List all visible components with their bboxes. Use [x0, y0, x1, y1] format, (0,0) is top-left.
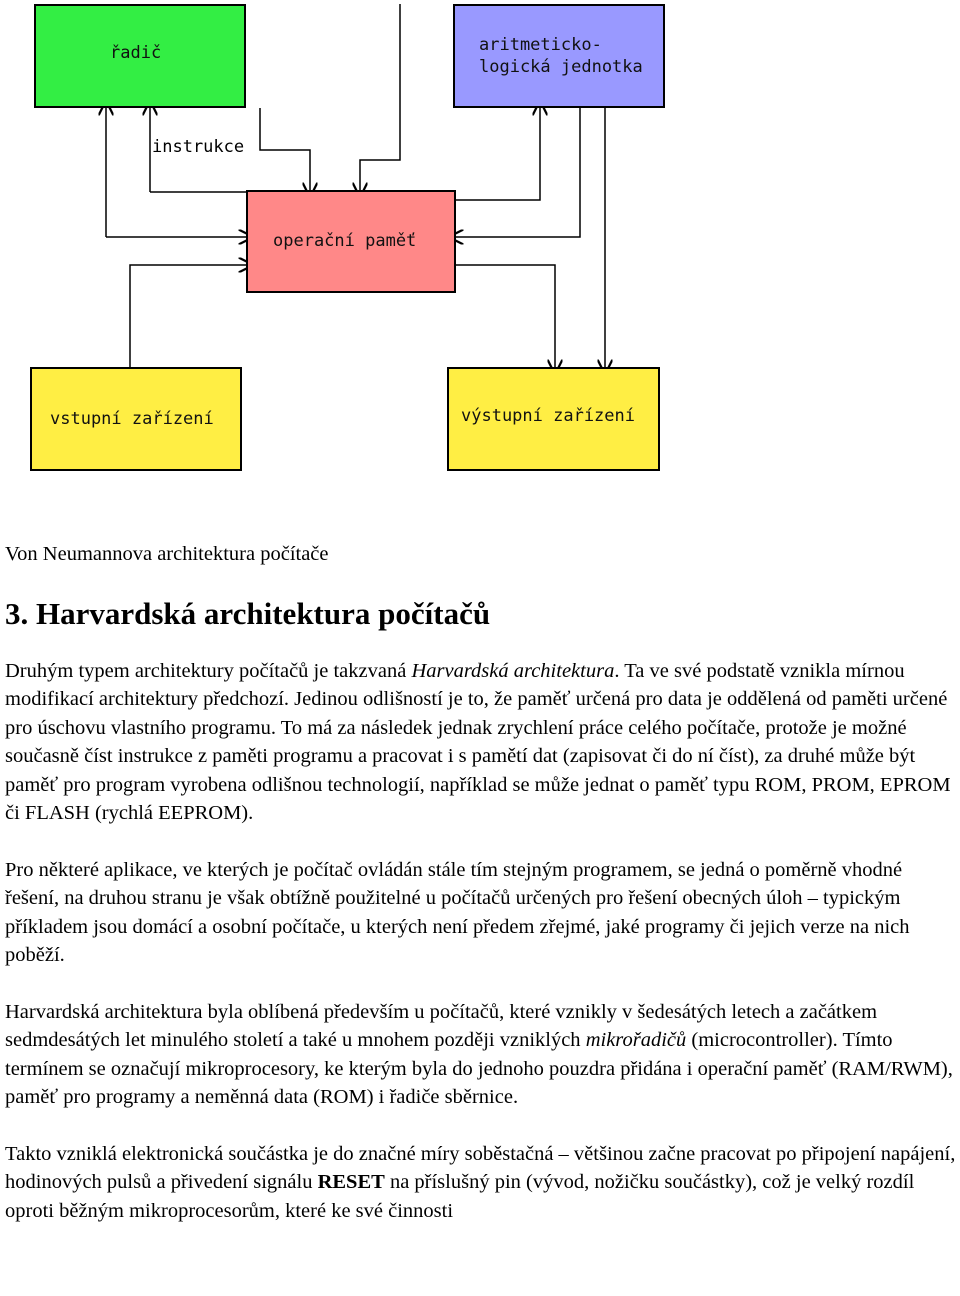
input-label: vstupní zařízení [50, 409, 214, 429]
input-box [30, 367, 242, 471]
p4-term-reset: RESET [317, 1171, 385, 1193]
alu-label: aritmeticko- logická jednotka [479, 35, 643, 77]
arrow-memory-output [456, 265, 555, 367]
instruction-label: instrukce [152, 137, 245, 157]
paragraph-2: Pro některé aplikace, ve kterých je počítač ovládán stále tím stejným programem, se jedná o poměrně vhodné řešení, na druhou stranu je však obtížně použitelné u počítačů určených pro řešení obecných úloh – typickým příkladem jsou domácí a osobní počítače, u kterých není předem zřejmé, jaké programy či jejich verze na nich poběží. [5, 858, 910, 966]
p4-text-c: na příslušný pin (vývod, nožičku součástky), což je velký rozdíl oproti běžným mikroprocesorům, které ke své činnosti [5, 1171, 915, 1222]
output-label: výstupní zařízení [461, 406, 635, 426]
alu-box [453, 4, 665, 108]
arrow-alu-memory [456, 108, 580, 237]
line-outer-top [360, 4, 400, 190]
p1-text-c: . Ta ve své podstatě vznikla mírnou modifikací architektury předchozí. Jedinou odlišností je to, že paměť určená pro data je oddělená od paměti určené pro úschovu vlastního programu. To má za následek jednak zrychlení práce celého počítače, protože je možné současně číst instrukce z paměti programu a pracovat i s pamětí dat (zapisovat či do ní číst), za druhé může být paměť pro program vyrobena odlišnou technologií, například se může jednat o paměť typu ROM, PROM, EPROM či FLASH (rychlá EEPROM). [5, 659, 951, 824]
memory-label: operační paměť [273, 231, 417, 251]
p1-text-a: Druhým typem architektury počítačů je takzvaná [5, 659, 412, 682]
p1-term-harvard: Harvardská architektura [411, 659, 615, 682]
line-memory-alu [456, 108, 540, 200]
document-body [5, 540, 957, 1253]
output-box [447, 367, 660, 471]
line-outer-left [260, 108, 310, 190]
figure-caption: Von Neumannova architektura počítače [5, 543, 329, 565]
paragraph-3 [5, 998, 957, 1112]
arrow-input-memory [130, 265, 246, 367]
paragraph-1 [5, 657, 957, 828]
p3-term-microcontrollers: mikrořadičů [585, 1029, 687, 1051]
controller-label: řadič [110, 43, 162, 63]
p4-text-a: Takto vzniklá elektronická součástka je do značné míry soběstačná – většinou začne pracovat po připojení napájení, hodinových pulsů a přivedení signálu [5, 1142, 956, 1193]
p3-text-a: Harvardská architektura byla oblíbená především u počítačů, které vznikly v šedesátých letech a začátkem sedmdesátých let minulého století a také u mnohem později vzniklých [5, 1000, 878, 1051]
p3-text-c: (microcontroller). Tímto termínem se označují mikroprocesory, ke kterým byla do jednoho pouzdra přidána i operační paměť (RAM/RWM), paměť pro programy a neměnná data (ROM) i řadiče sběrnice. [5, 1029, 953, 1108]
paragraph-4 [5, 1140, 957, 1226]
von-neumann-diagram [0, 0, 960, 480]
controller-box [34, 4, 246, 108]
memory-box [246, 190, 456, 293]
section-heading: 3. Harvardská architektura počítačů [5, 595, 491, 631]
